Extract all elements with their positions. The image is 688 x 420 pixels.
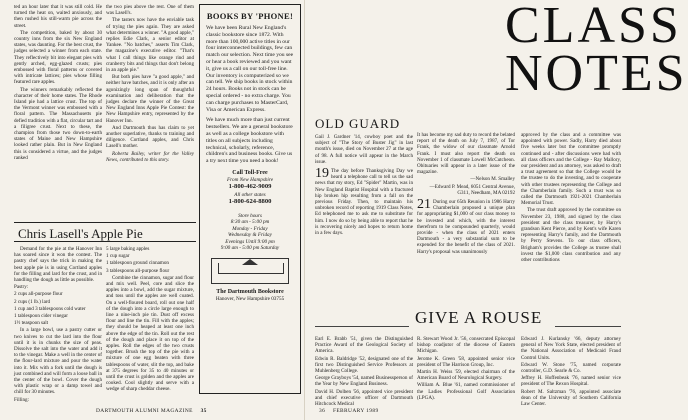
other-phone-number[interactable]: 1-800-624-8800 — [228, 198, 272, 206]
honoree-entry: David H. Dolben '56, appointed vice president and chief executive officer of Dartmouth Hitchcock Medical — [315, 388, 413, 408]
right-page — [304, 0, 688, 420]
class-year: 21 — [417, 197, 431, 213]
section-masthead — [505, 0, 688, 102]
class-entry-text: During our 65th Reunion in 1986 Harry Chamberlain proposed a unique plan for appropriating $1,000 of our class money to be invested and which, with the interest therefrom to be compounded quarterly, would provide - when the class of 2021 enters Dartmouth - a very substantial sum to be expended for the benefit of the class of 2021. Harry's proposal was unanimously — [417, 199, 515, 255]
issue-date: FEBRUARY 1989 — [332, 408, 379, 414]
signature: —Nelson M. Smalley — [470, 176, 515, 183]
recipe-column-2 — [106, 246, 194, 404]
honoree-entry: Edwin R. Baldridge '52, designated one of the first two Distinguished Service Professors at Muhlenberg College. — [315, 355, 413, 375]
honoree-entry: Earl E. Brabb '51, given the Distinguished Practice Award of the Geological Society of America. — [315, 336, 413, 355]
nh-phone-number[interactable]: 1-800-462-9009 — [228, 183, 272, 191]
page-number: 35 — [200, 408, 207, 414]
old-guard-heading: OLD GUARD — [315, 116, 401, 131]
paragraph: The tasters now have the enviable task of trying the pies again. They are asked what determines a winner. "A good apple," replies Edie Clark, a senior editor at Yankee. "No batches," asserts Tim Clark, the magazine's executive editor. "That's what I call things like orange rind and cranberry bits and things that don't belong in an apple pie." — [106, 17, 194, 74]
ad-paragraph: We have been Rural New England's classic bookstore since 1872. With more than 100,000 active titles in our four interconnected buildings, few can match our selection. Next time you see or hear a book reviewed and you want it, give us a call on our toll-free line. Our inventory is computerized so we can tell. We ship books in stock within 24 hours. Books not in stock can be special ordered - no extra charge. You can charge purchases to MasterCard, Visa or American Express. — [206, 25, 294, 113]
paragraph: Demand for the pie at the Hanover Inn has soared since it won the contest. The pastry chef says the trick in making the best apple pie is in using Cortland apples for the filling and lard for the crust, and in handling the dough as little as possible. — [14, 246, 102, 284]
honoree-entry: Martin H. Weiss '59, elected chairman of the American Board of Neurological Surgery. — [417, 369, 515, 382]
paragraph: The winners remarkably reflected the character of their home states. The Rhode Island pie had a lattice crust. The top of the Vermont winner was embossed with a floral pattern. The Massachusetts pie defied tradition with a flat, circular tart and a filigree crust. Next to these, the champion from those two down-to-earth states of Maine and New Hampshire looked rather plain. But in New England this is considered a virtue, and the judges ranked — [14, 86, 102, 161]
store-hours-line: 8:30 am - 5:00 pm — [230, 219, 270, 226]
paragraph: approved by the class and a committee was appointed with power. Sadly, Harry died about five weeks later but the committee promptly continued and - after discussions were had with all class officers and the College - Ray Mallory, our president and an attorney, was asked to draft a trust agreement so that the College would be the trustee to do the investing, and to cooperate with other trustees representing the College and the Chamberlain family. Such a trust was so called the Dartmouth 1921-2021 Chamberlain Memorial Trust. — [521, 132, 621, 207]
class-entry-text: The day before Thanksgiving Day we heard a telephone call to tell us the sad news that my story, Ed "Spider" Martin, was in New England Baptist Hospital with a fractured hip broken hip resulting from a fall on the previous Friday. Then, to maintain his unbroken record of reporting 1919 Class Notes, Ed telephoned me to ask me to substitute for him. I now do so by being able to report that he is recovering nicely and hopes to return home in a few days. — [315, 168, 413, 237]
class-year: 19 — [315, 166, 329, 182]
store-hours-line: 9:00 am - 5:00 pm Saturday — [220, 245, 280, 252]
nh-label: From New Hampshire — [226, 176, 273, 183]
notes-column-1 — [315, 134, 413, 304]
paragraph: The competition, baked by about 30 country inns from the six New England states, was daunting. For the best crust, the judges selected a winner from each state. They reflectively bit into elegant pies with gently arched, egg-glazed crusts; pies embossed with floral patterns or covered with intricate lattices; pies whose filling featured rare apples. — [14, 29, 102, 86]
ingredient-heading: Filling: — [14, 396, 30, 403]
ingredient: 1 tablespoon cider vinegar — [14, 313, 68, 320]
class-entry — [315, 168, 413, 236]
honoree-entry: R. Stewart Wood Jr. '56, consecrated Episcopal bishop coadjutor of the diocese of Eastern Michigan. — [417, 336, 515, 355]
contributor-note: Roberta Bailey, writer for the Valley News, contributed to this story. — [106, 150, 194, 163]
paragraph: And Dartmouth thus has claim to yet another superlative, thanks to training and diligence. Cortland apples, and Chris Lasell's mother. — [106, 124, 194, 150]
divider — [555, 326, 621, 327]
store-hours-line: Monday - Friday — [232, 225, 268, 232]
masthead-line-1: CLASS — [505, 0, 682, 54]
honoree-entry: Robert M. Saltzman '76, appointed associate dean of the University of Southern California Law Center. — [521, 388, 621, 408]
magazine-name: DARTMOUTH ALUMNI MAGAZINE — [96, 408, 193, 414]
honoree-entry: Edward W. Stone '75, named corporate controller, G.D. Searle & Co. — [521, 361, 621, 375]
left-page — [0, 0, 304, 420]
rouse-column-1 — [315, 336, 413, 406]
ingredient: 1 tablespoon ground cinnamon — [106, 260, 169, 267]
paragraph: Gail J. Gardner '14, cowboy poet and the subject of "The Story of Buster Jig" in last month's issue, died on November 27 at the age of 98. A full notice will appear in the March issue. — [315, 134, 413, 165]
ingredient: 2 cups (1 lb.) lard — [14, 298, 51, 305]
call-label: Call Toll-Free — [232, 169, 268, 176]
store-hours-line: Wednesday & Friday — [228, 232, 272, 239]
ad-paragraph: We have much more than just current bestsellers. We are a general bookstore as well as a college bookstore with titles on all subjects including technical, scholarly, reference, children's and business books. Give us a try next time you need a book! — [206, 117, 293, 165]
bookstore-logo-icon — [211, 258, 289, 284]
recipe-column-1 — [14, 246, 102, 404]
left-footer — [96, 408, 207, 414]
other-states-label: All other states — [234, 191, 266, 198]
store-hours-line: Evenings Until 9:00 pm — [225, 238, 275, 245]
ingredient: 1 cup and 3 tablespoons cold water — [14, 305, 86, 312]
class-entry — [417, 199, 515, 255]
paragraph: ted an hour later that it was still cold. He turned the heat on, waited anxiously, and then rushed his still-warm pie across the street. — [14, 4, 102, 29]
masthead-line-2: NOTES — [505, 45, 688, 102]
notes-column-2 — [417, 132, 515, 304]
give-a-rouse-heading: GIVE A ROUSE — [415, 308, 543, 327]
ingredient: 5 large baking apples — [106, 246, 150, 252]
paragraph: The trust draft approved by the committee on November 23, 1988, and signed by the class president and the class treasurer, by Harry's grandson Kent Pierce, and by Kent's wife Karen representing Harry's family, and the Dartmouth by Perry Stevens. To our class officers, Brigham's provides the College as trustee shall invest the $1,000 class contribution and any other contributions — [521, 207, 621, 264]
store-hours-title: Store hours — [238, 212, 262, 219]
honoree-entry: George Grayboys '54, named Businessperson of the Year by New England Business. — [315, 375, 413, 388]
signature: —Edward P. Mead, 6051 Central Avenue, G311, Needham, MA 02192 — [429, 183, 515, 196]
bookstore-ad — [199, 4, 301, 394]
honoree-entry: Jeffrey H. Hoffenbeak '76, named senior vice president of The Rexon Hospital. — [521, 375, 621, 388]
ingredient: 3 tablespoons all-purpose flour — [106, 267, 170, 274]
ingredient: 2 cups all-purpose flour — [14, 291, 63, 298]
divider — [315, 326, 409, 327]
right-footer — [319, 408, 379, 414]
paragraph: In a large bowl, use a pastry cutter or two knives to cut the lard into the flour until it is in chunks the size of peas. Dissolve the salt into the water and add it to the vinegar. Make a well in the center of the flour-lard mixture and pour the water into it. Mix with a fork until the dough is just combined and will form a loose ball in the center of the bowl. Cover the dough with plastic wrap or a damp towel and chill for 30 minutes. — [14, 327, 102, 396]
recipe-title: Chris Lasell's Apple Pie — [18, 226, 143, 241]
rouse-column-2 — [417, 336, 515, 406]
store-address: Hanover, New Hampshire 03755 — [215, 295, 285, 302]
page-number: 36 — [319, 408, 326, 414]
honoree-entry: Jerome K. Green '58, appointed senior vice president of The Harrison Group, Inc. — [417, 355, 515, 368]
store-name: The Dartmouth Bookstore — [216, 288, 284, 295]
honoree-entry: Edward J. Kurlansky '66, deputy attorney general of New York State, elected president of the National Association of Medicaid Fraud Control Units. — [521, 336, 621, 361]
ad-title: BOOKS BY 'PHONE! — [206, 11, 294, 21]
rouse-column-3 — [521, 336, 621, 406]
paragraph: It has become my sad duty to record the belated report of the death on July 7, 1987, of Tor Frank, the widow of our classmate Arnold Frank. I must also report the death on November 1 of classmate Lowell McCutcheon. Obituaries will appear in a later issue of the magazine. — [417, 132, 515, 176]
ingredient: 1 cup sugar — [106, 253, 130, 260]
article-column-2 — [106, 4, 194, 218]
paragraph: But both pies have "a good apple," and neither have batches, and it is only after an agonizingly long span of thoughtful examination and deliberation that the judges declare the winner of the Great New England Inns Apple Pie Contest: the New Hampshire entry, represented by the Hanover Inn. — [106, 74, 194, 124]
paragraph: Combine the cinnamon, sugar and flour and mix well. Peel, core and slice the apples into a bowl, add the sugar mixture, and toss until the apples are well coated. On a well-floured board, roll out one half of the dough into a circle large enough to line a nine-inch pie tin. Dust off excess flour and line the tin. Fill with the apples; they should be heaped at least one inch above the edge of the tin. Roll out the rest of the dough and place it on top of the apples. Roll the edges of the two crusts together. Brush the top of the pie with a mixture of one egg beaten with three tablespoons of water, slit the top, and bake at 375 degrees for 35 to 40 minutes or until the crust is golden and the apples are cooked. Cool slightly and serve with a wedge of sharp cheddar cheese. — [106, 274, 194, 393]
article-column-1 — [14, 4, 102, 218]
honoree-entry: William A. Blue '61, named commissioner of the Ladies Professional Golf Association (LPGA). — [417, 382, 515, 401]
ingredient-heading: Pastry: — [14, 284, 29, 291]
paragraph: the two pies above the rest. One of them was Lasell's. — [106, 4, 194, 17]
ingredient: 1½ teaspoon salt — [14, 320, 49, 327]
notes-column-3 — [521, 132, 621, 304]
recipe-heading-box — [14, 222, 196, 242]
